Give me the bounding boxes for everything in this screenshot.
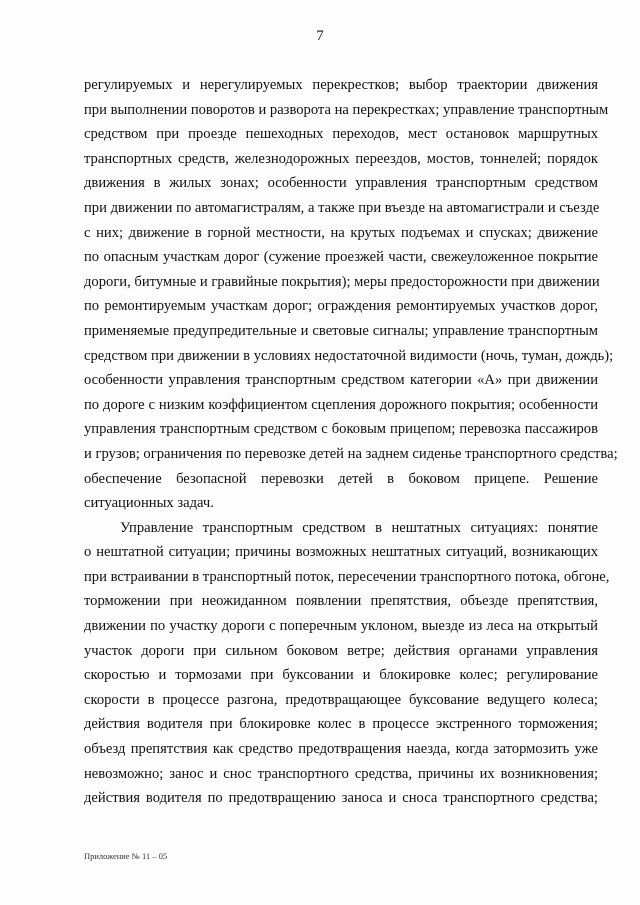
text-line: участок дороги при сильном боковом ветре; действия органами управления [84, 642, 598, 659]
body-text [84, 73, 618, 811]
text-line: и грузов; ограничения по перевозке детей на заднем сиденье транспортного средства; [84, 445, 618, 462]
text-line: средством при движении в условиях недостаточной видимости (ночь, туман, дождь); [84, 347, 614, 364]
text-line: средством при проезде пешеходных переходов, мест остановок маршрутных [84, 126, 598, 143]
text-line: движении по участку дороги с поперечным уклоном, выезде из леса на открытый [84, 618, 598, 635]
text-line: при выполнении поворотов и разворота на перекрестках; управление транспортным [84, 101, 609, 118]
text-line: действия водителя при блокировке колес в процессе экстренного торможения; [84, 716, 598, 733]
text-line: скорости в процессе разгона, предотвращающее буксование ведущего колеса; [84, 691, 598, 708]
text-line: с них; движение в горной местности, на крутых подъемах и спусках; движение [84, 224, 598, 241]
text-line: при встраивании в транспортный поток, пересечении транспортного потока, обгоне, [84, 568, 610, 585]
text-line: по дороге с низким коэффициентом сцепления дорожного покрытия; особенности [84, 396, 598, 413]
text-line: торможении при неожиданном появлении препятствия, объезде препятствия, [84, 593, 598, 610]
paragraph-2 [84, 516, 610, 811]
text-line: ситуационных задач. [84, 495, 214, 512]
text-line: действия водителя по предотвращению заноса и сноса транспортного средства; [84, 790, 598, 807]
text-line: регулируемых и нерегулируемых перекрестков; выбор траектории движения [84, 77, 598, 93]
paragraph-1 [84, 73, 618, 516]
text-line: по опасным участкам дорог (сужение проезжей части, свежеуложенное покрытие [84, 249, 598, 266]
text-line: Управление транспортным средством в нештатных ситуациях: понятие [120, 519, 598, 536]
text-line: особенности управления транспортным средством категории «А» при движении [84, 372, 598, 389]
text-line: скоростью и тормозами при буксовании и блокировке колес; регулирование [84, 667, 598, 684]
footer-annex-label: Приложение № 11 – 05 [84, 851, 168, 861]
text-line: при движении по автомагистралям, а также при въезде на автомагистрали и съезде [84, 199, 600, 216]
text-line: управления транспортным средством с боковым прицепом; перевозка пассажиров [84, 421, 598, 438]
text-line: объезд препятствия как средство предотвращения наезда, когда затормозить уже [84, 741, 598, 758]
text-line: дороги, битумные и гравийные покрытия); меры предосторожности при движении [84, 273, 600, 290]
text-line: обеспечение безопасной перевозки детей в боковом прицепе. Решение [84, 470, 598, 487]
text-line: транспортных средств, железнодорожных переездов, мостов, тоннелей; порядок [84, 150, 598, 167]
text-line: невозможно; занос и снос транспортного средства, причины их возникновения; [84, 765, 598, 782]
text-line: движения в жилых зонах; особенности управления транспортным средством [84, 175, 598, 192]
text-line: по ремонтируемым участкам дорог; ограждения ремонтируемых участков дорог, [84, 298, 598, 315]
text-line: о нештатной ситуации; причины возможных нештатных ситуаций, возникающих [84, 544, 598, 561]
page-number: 7 [316, 28, 324, 44]
text-line: применяемые предупредительные и световые сигналы; управление транспортным [84, 322, 598, 339]
